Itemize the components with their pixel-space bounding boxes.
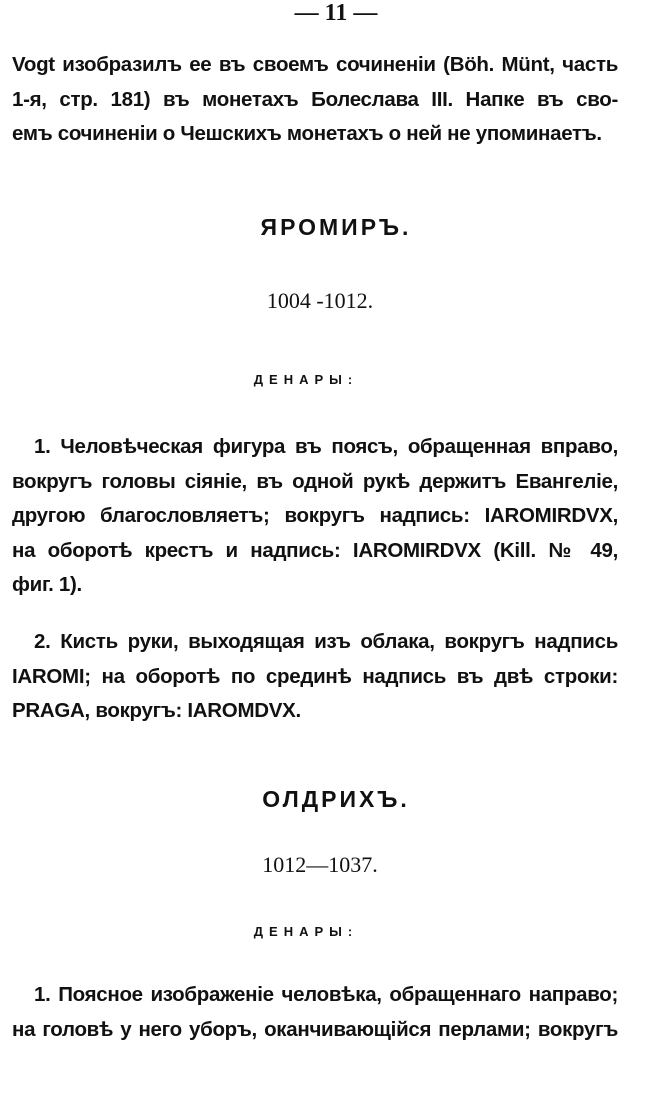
intro-paragraph [12,48,618,152]
section-heading-oldrikh: ОЛДРИХЪ. [262,786,410,812]
coin-entry-2 [12,625,618,729]
coin-entry-1 [12,430,618,603]
text-line: Vogt изобразилъ ее въ своемъ сочиненіи (Böh. Münt, часть [12,53,618,76]
text-line: вокругъ головы сіяніе, въ одной рукѣ держитъ Евангеліе, [12,469,618,493]
section-subheading-denary-2: ДЕНАРЫ: [253,924,359,939]
text-line: PRAGA, вокругъ: IAROMDVX. [12,699,301,722]
section-years-yaromir: 1004 -1012. [266,288,374,313]
text-line: фиг. 1). [12,573,82,596]
text-line: на оборотѣ крестъ и надпись: IAROMIRDVX (Kill. № 49, [12,538,618,562]
text-line: емъ сочиненіи о Чешскихъ монетахъ о ней не упоминаетъ. [12,122,602,145]
text-line: другою благословляетъ; вокругъ надпись: IAROMIRDVX, [12,504,618,527]
text-line: IAROMI; на оборотѣ по срединѣ надпись въ двѣ строки: [12,664,618,688]
section-heading-yaromir: ЯРОМИРЪ. [260,214,412,240]
text-line: на головѣ у него уборъ, оканчивающійся перлами; вокругъ [12,1017,618,1041]
section-years-oldrikh: 1012—1037. [262,852,378,877]
text-line: 1. Поясное изображеніе человѣка, обращеннаго направо; [34,983,618,1006]
page-number: — 11 — [294,0,378,26]
coin-entry-oldrikh-1 [12,978,618,1047]
text-line: 2. Кисть руки, выходящая изъ облака, вокругъ надпись [34,630,618,653]
text-line: 1-я, стр. 181) въ монетахъ Болеслава III. Напке въ сво- [12,87,618,111]
section-subheading-denary: ДЕНАРЫ: [253,372,359,387]
text-line: 1. Человѣческая фигура въ поясъ, обращенная вправо, [34,435,618,458]
